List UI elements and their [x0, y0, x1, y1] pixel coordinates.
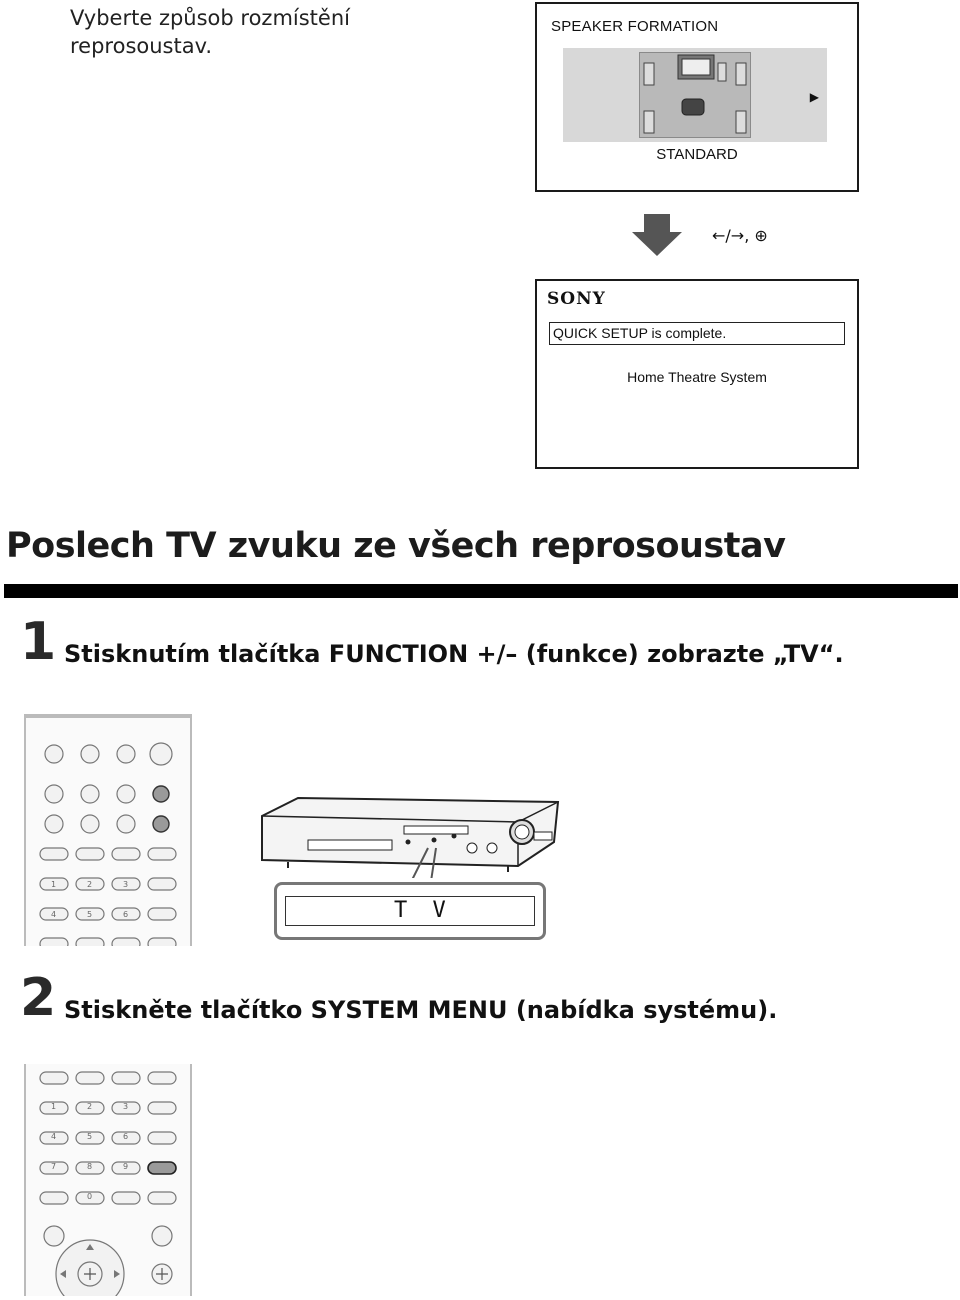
- setup-complete-screen: [535, 279, 859, 469]
- remote-control-illustration: [24, 714, 192, 946]
- brand-logo: SONY: [547, 289, 606, 309]
- section-divider: [4, 584, 958, 598]
- remote-key-label: 1: [51, 1102, 57, 1111]
- navigation-hint-text: ←/→, ⊕: [712, 226, 768, 245]
- section-title: Poslech TV zvuku ze všech reprosoustav: [6, 526, 786, 566]
- remote-key-label: 5: [87, 1132, 93, 1141]
- remote-key-label: 1: [51, 880, 57, 889]
- navigation-hint: [712, 226, 768, 245]
- down-arrow-icon: [632, 214, 682, 256]
- remote-key-label: 5: [87, 910, 93, 919]
- intro-text: [70, 4, 390, 60]
- remote-key-label: 6: [123, 910, 129, 919]
- remote-key-label: 4: [51, 1132, 57, 1141]
- remote-key-label: 6: [123, 1132, 129, 1141]
- screen-subtitle: Home Theatre System: [627, 369, 767, 385]
- display-readout: T V: [394, 898, 452, 923]
- receiver-illustration: [258, 796, 560, 878]
- triangle-right-icon[interactable]: ▶: [809, 90, 819, 104]
- step-1-text: Stisknutím tlačítka FUNCTION +/– (funkce) zobrazte „TV“.: [64, 640, 844, 668]
- step-2-number: 2: [20, 968, 57, 1028]
- step-2-text: Stiskněte tlačítko SYSTEM MENU (nabídka systému).: [64, 996, 778, 1024]
- remote-key-label: 0: [87, 1192, 93, 1201]
- remote-key-label: 3: [123, 880, 129, 889]
- remote-key-label: 3: [123, 1102, 129, 1111]
- formation-status: STANDARD: [656, 146, 738, 163]
- step-1-number: 1: [20, 612, 57, 672]
- intro-line-1: Vyberte způsob rozmístění: [70, 6, 350, 30]
- remote-key-label: 2: [87, 880, 93, 889]
- speaker-layout-graphic: [640, 53, 752, 139]
- function-plus-button: [153, 786, 169, 802]
- function-minus-button: [153, 816, 169, 832]
- speaker-layout-preview: [563, 48, 827, 142]
- front-panel-display: [274, 882, 546, 940]
- room-diagram: [639, 52, 751, 138]
- remote-key-label: 9: [123, 1162, 129, 1171]
- setup-complete-message: QUICK SETUP is complete.: [549, 322, 845, 345]
- remote-control-illustration-2: [24, 1064, 192, 1296]
- display-window: [285, 896, 535, 926]
- speaker-formation-screen: [535, 2, 859, 192]
- remote-key-label: 8: [87, 1162, 93, 1171]
- remote-key-label: 4: [51, 910, 57, 919]
- intro-line-2: reprosoustav.: [70, 34, 213, 58]
- remote-key-label: 7: [51, 1162, 57, 1171]
- remote-key-label: 2: [87, 1102, 93, 1111]
- screen-title: SPEAKER FORMATION: [551, 18, 719, 35]
